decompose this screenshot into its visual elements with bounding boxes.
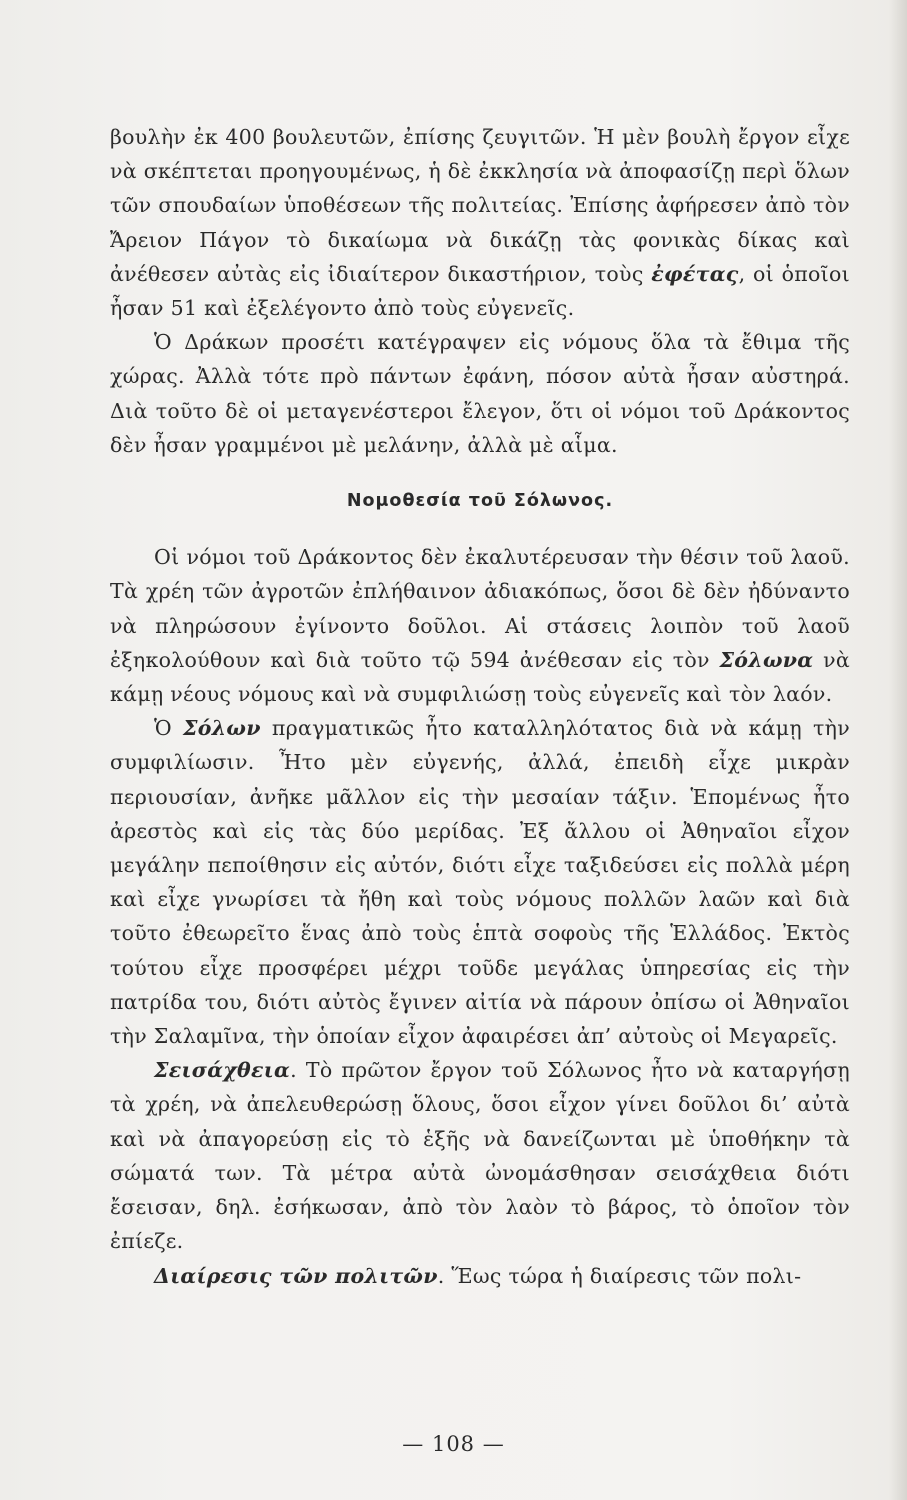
text-run: . Ἕως τώρα ἡ διαίρεσις τῶν πολι- — [437, 1263, 802, 1288]
text-run: , οἱ ὁποῖοι ἦσαν 51 καὶ ἐξελέγοντο ἀπὸ τοὺς εὐγενεῖς. — [110, 261, 850, 321]
paragraph-5 — [110, 1053, 850, 1258]
paragraph-6 — [110, 1259, 850, 1293]
body-text — [110, 120, 850, 1293]
emphasis-seisachtheia: Σεισάχθεια — [154, 1058, 291, 1083]
paragraph-4 — [110, 711, 850, 1053]
text-run: πραγματικῶς ἦτο καταλληλότατος διὰ νὰ κάμῃ τὴν συμφιλίωσιν. Ἦτο μὲν εὐγενής, ἀλλά, ἐπειδὴ εἶχε μικρὰν περιουσίαν, ἀνῆκε μᾶλλον εἰς τὴν μεσαίαν τάξιν. Ἑπομένως ἦτο ἀρεστὸς καὶ εἰς τὰς δύο μερίδας. Ἐξ ἄλλου οἱ Ἀθηναῖοι εἶχον μεγάλην πεποίθησιν εἰς αὐτόν, διότι εἶχε ταξιδεύσει εἰς πολλὰ μέρη καὶ εἶχε γνωρίσει τὰ ἤθη καὶ τοὺς νόμους πολλῶν λαῶν καὶ διὰ τοῦτο ἐθεωρεῖτο ἕνας ἀπὸ τοὺς ἑπτὰ σοφοὺς τῆς Ἑλλάδος. Ἐκτὸς τούτου εἶχε προσφέρει μέχρι τοῦδε μεγάλας ὑπηρεσίας εἰς τὴν πατρίδα του, διότι αὐτὸς ἔγινεν αἰτία νὰ πάρουν ὀπίσω οἱ Ἀθηναῖοι τὴν Σαλαμῖνα, τὴν ὁποίαν εἶχον ἀφαιρέσει ἀπ’ αὐτοὺς οἱ Μεγαρεῖς. — [110, 716, 850, 1049]
emphasis-efetas: ἐφέτας — [651, 261, 739, 286]
text-run: βουλὴν ἐκ 400 βουλευτῶν, ἐπίσης ζευγιτῶν. Ἡ μὲν βουλὴ ἔργον εἶχε νὰ σκέπτεται προηγουμένως, ἡ δὲ ἐκκλησία νὰ ἀποφασίζῃ περὶ ὅλων τῶν σπουδαίων ὑποθέσεων τῆς πολιτείας. Ἐπίσης ἀφήρεσεν ἀπὸ τὸν Ἄρειον Πάγον τὸ δικαίωμα νὰ δικάζῃ τὰς φονικὰς δίκας καὶ ἀνέθεσεν αὐτὰς εἰς ἰδιαίτερον δικαστήριον, τοὺς — [110, 125, 850, 286]
text-run: Οἱ νόμοι τοῦ Δράκοντος δὲν ἐκαλυτέρευσαν τὴν θέσιν τοῦ λαοῦ. Τὰ χρέη τῶν ἀγροτῶν ἐπλήθαινον ἀδιακόπως, ὅσοι δὲ δὲν ἠδύναντο νὰ πληρώσουν ἐγίνοντο δοῦλοι. Αἱ στάσεις λοιπὸν τοῦ λαοῦ ἐξηκολούθουν καὶ διὰ τοῦτο τῷ 594 ἀνέθεσαν εἰς τὸν — [110, 545, 850, 672]
heading-text: Νομοθεσία τοῦ Σόλωνος. — [346, 491, 614, 512]
paragraph-3 — [110, 540, 850, 711]
page-number: — 108 — — [402, 1432, 505, 1456]
text-run: Ὁ — [154, 716, 183, 741]
text-run: Ὁ Δράκων προσέτι κατέγραψεν εἰς νόμους ὅλα τὰ ἔθιμα τῆς χώρας. Ἀλλὰ τότε πρὸ πάντων ἐφάνη, πόσον αὐτὰ ἦσαν αὐστηρά. Διὰ τοῦτο δὲ οἱ μεταγενέστεροι ἔλεγον, ὅτι οἱ νόμοι τοῦ Δράκοντος δὲν ἦσαν γραμμένοι μὲ μελάνην, ἀλλὰ μὲ αἷμα. — [110, 330, 850, 457]
emphasis-solona: Σόλωνα — [719, 647, 814, 672]
section-heading — [110, 484, 850, 518]
page-edge-shadow — [889, 0, 907, 1500]
text-run: . Τὸ πρῶτον ἔργον τοῦ Σόλωνος ἦτο νὰ καταργήσῃ τὰ χρέη, νὰ ἀπελευθερώσῃ ὅλους, ὅσοι εἶχον γίνει δοῦλοι δι’ αὐτὰ καὶ νὰ ἀπαγορεύσῃ εἰς τὸ ἑξῆς νὰ δανείζωνται μὲ ὑποθήκην τὰ σώματά των. Τὰ μέτρα αὐτὰ ὠνομάσθησαν σεισάχθεια διότι ἔσεισαν, δηλ. ἐσήκωσαν, ἀπὸ τὸν λαὸν τὸ βάρος, τὸ ὁποῖον τὸν ἐπίεζε. — [110, 1058, 850, 1254]
emphasis-solon: Σόλων — [182, 716, 261, 741]
emphasis-diairesis: Διαίρεσις τῶν πολιτῶν — [154, 1263, 438, 1288]
paragraph-2 — [110, 325, 850, 462]
text-run: νὰ κάμῃ νέους νόμους καὶ νὰ συμφιλιώσῃ τοὺς εὐγενεῖς καὶ τὸν λαόν. — [110, 647, 850, 707]
paragraph-1 — [110, 120, 850, 325]
